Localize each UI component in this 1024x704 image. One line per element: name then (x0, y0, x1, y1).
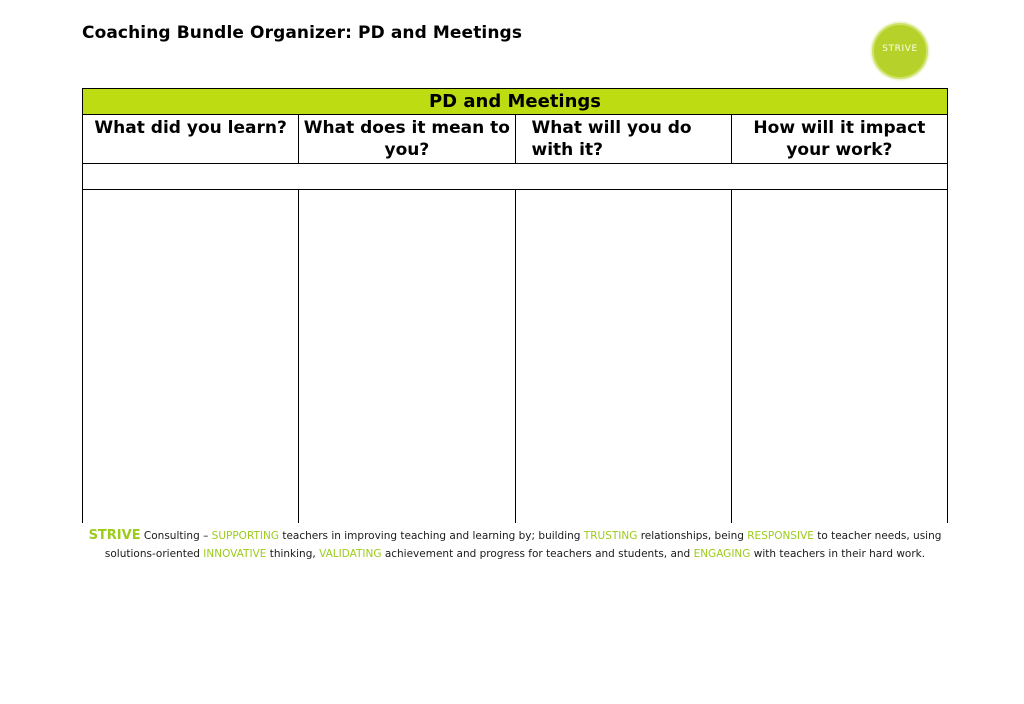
footer-text: achievement and progress for teachers and students, and (381, 548, 694, 560)
write-in-cell-action[interactable] (515, 190, 731, 524)
organizer-table-wrap (82, 88, 948, 526)
footer-keyword: TRUSTING (583, 530, 638, 542)
footer-keyword: RESPONSIVE (747, 530, 814, 542)
footer-keyword: SUPPORTING (211, 530, 279, 542)
footer-brand: STRIVE (88, 528, 141, 543)
column-header-impact: How will it impact your work? (731, 115, 947, 164)
footer-text: to teacher needs, using solutions-oriented (104, 530, 942, 560)
write-in-cell-impact[interactable] (731, 190, 947, 524)
footer-text: Consulting – (140, 530, 212, 542)
column-header-action: What will you do with it? (515, 115, 731, 164)
footer-mission-statement (82, 527, 948, 563)
logo-text: STRIVE (882, 44, 918, 54)
footer-keyword: ENGAGING (693, 548, 751, 560)
document-title: Coaching Bundle Organizer: PD and Meetings (82, 23, 523, 43)
footer-text: thinking, (266, 548, 320, 560)
column-header-meaning: What does it mean to you? (299, 115, 515, 164)
table-banner: PD and Meetings (83, 89, 948, 115)
footer-text: with teachers in their hard work. (750, 548, 926, 560)
write-in-cell-learn[interactable] (83, 190, 299, 524)
blank-spacer-row[interactable] (83, 164, 948, 190)
footer-text: teachers in improving teaching and learning by; building (278, 530, 584, 542)
organizer-table (82, 88, 948, 523)
column-header-learn: What did you learn? (83, 115, 299, 164)
footer-keyword: INNOVATIVE (203, 548, 267, 560)
strive-logo (871, 22, 929, 80)
footer-text: relationships, being (637, 530, 748, 542)
footer-keyword: VALIDATING (319, 548, 382, 560)
write-in-cell-meaning[interactable] (299, 190, 515, 524)
